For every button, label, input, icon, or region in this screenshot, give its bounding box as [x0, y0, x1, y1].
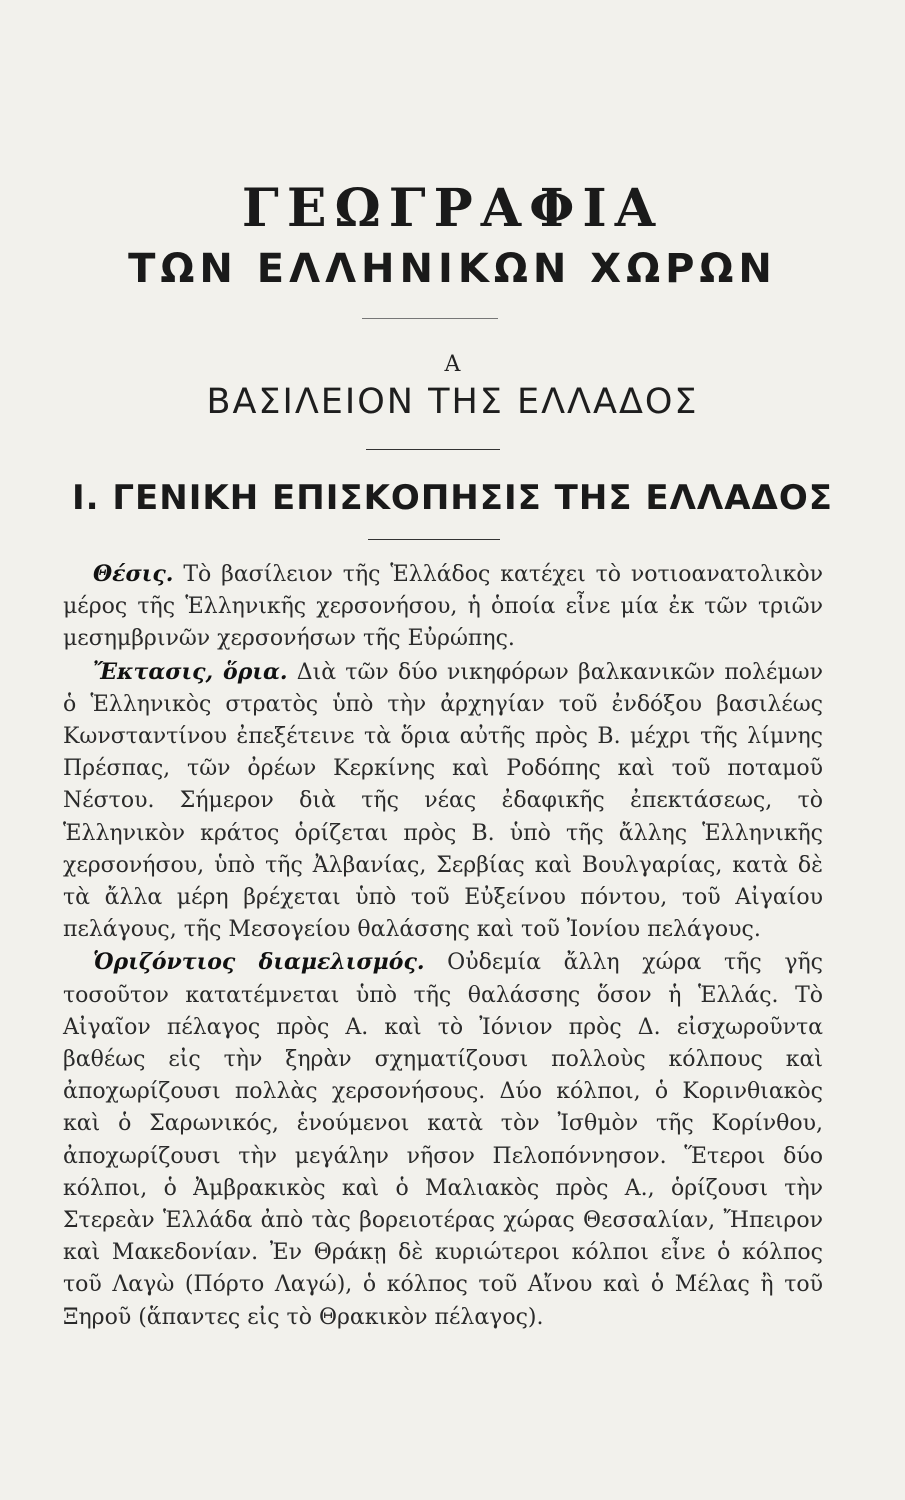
part-heading: ΒΑΣΙΛΕΙΟΝ ΤΗΣ ΕΛΛΑΔΟΣ — [206, 382, 699, 422]
chapter-divider — [368, 539, 500, 540]
part-divider — [366, 449, 500, 450]
part-letter: Α — [444, 352, 461, 377]
title-divider — [362, 318, 498, 319]
paragraph-heading: Θέσις. — [93, 561, 174, 587]
paragraph-coastline — [63, 946, 823, 1333]
book-subtitle: ΤΩΝ ΕΛΛΗΝΙΚΩΝ ΧΩΡΩΝ — [128, 246, 777, 292]
paragraph-text: Διὰ τῶν δύο νικηφόρων βαλκανικῶν πολέμων ὁ Ἑλληνικὸς στρατὸς ὑπὸ τὴν ἀρχηγίαν τοῦ ἐνδόξου βασιλέως Κωνσταντίνου ἐπεξέτεινε τὰ ὅρια αὐτῆς πρὸς Β. μέχρι τῆς λίμνης Πρέσπας, τῶν ὀρέων Κερκίνης καὶ Ροδόπης καὶ τοῦ ποταμοῦ Νέστου. Σήμερον διὰ τῆς νέας ἐδαφικῆς ἐπεκτάσεως, τὸ Ἑλληνικὸν κράτος ὁρίζεται πρὸς Β. ὑπὸ τῆς ἄλλης Ἑλληνικῆς χερσονήσου, ὑπὸ τῆς Ἀλβανίας, Σερβίας καὶ Βουλγαρίας, κατὰ δὲ τὰ ἄλλα μέρη βρέχεται ὑπὸ τοῦ Εὐξείνου πόντου, τοῦ Αἰγαίου πελάγους, τῆς Μεσογείου θαλάσσης καὶ τοῦ Ἰονίου πελάγους. — [63, 659, 823, 943]
body-text — [63, 558, 823, 1334]
book-title: ΓΕΩΓΡΑΦΙΑ — [241, 178, 664, 239]
paragraph-extent — [63, 656, 823, 947]
paragraph-position — [63, 558, 823, 656]
paragraph-heading: Ὁριζόντιος διαμελισμός. — [93, 949, 425, 976]
chapter-heading: Ι. ΓΕΝΙΚΗ ΕΠΙΣΚΟΠΗΣΙΣ ΤΗΣ ΕΛΛΑΔΟΣ — [71, 478, 833, 518]
paragraph-text: Οὐδεμία ἄλλη χώρα τῆς γῆς τοσοῦτον κατατέμνεται ὑπὸ τῆς θαλάσσης ὅσον ἡ Ἑλλάς. Τὸ Αἰγαῖον πέλαγος πρὸς Α. καὶ τὸ Ἰόνιον πρὸς Δ. εἰσχωροῦντα βαθέως εἰς τὴν ξηρὰν σχηματίζουσι πολλοὺς κόλπους καὶ ἀποχωρίζουσι πολλὰς χερσονήσους. Δύο κόλποι, ὁ Κορινθιακὸς καὶ ὁ Σαρωνικός, ἑνούμενοι κατὰ τὸν Ἰσθμὸν τῆς Κορίνθου, ἀποχωρίζουσι τὴν μεγάλην νῆσον Πελοπόννησον. Ἕτεροι δύο κόλποι, ὁ Ἀμβρακικὸς καὶ ὁ Μαλιακὸς πρὸς Α., ὁρίζουσι τὴν Στερεὰν Ἑλλάδα ἀπὸ τὰς βορειοτέρας χώρας Θεσσαλίαν, Ἤπειρον καὶ Μακεδονίαν. Ἐν Θράκῃ δὲ κυριώτεροι κόλποι εἶνε ὁ κόλπος τοῦ Λαγὼ (Πόρτο Λαγώ), ὁ κόλπος τοῦ Αἴνου καὶ ὁ Μέλας ἢ τοῦ Ξηροῦ (ἅπαντες εἰς τὸ Θρακικὸν πέλαγος). — [63, 950, 823, 1330]
paragraph-heading: Ἔκτασις, ὅρια. — [93, 658, 288, 685]
paragraph-text: Τὸ βασίλειον τῆς Ἑλλάδος κατέχει τὸ νοτιοανατολικὸν μέρος τῆς Ἑλληνικῆς χερσονήσου, ἡ ὁποία εἶνε μία ἐκ τῶν τριῶν μεσημβρινῶν χερσονήσων τῆς Εὐρώπης. — [63, 562, 823, 652]
